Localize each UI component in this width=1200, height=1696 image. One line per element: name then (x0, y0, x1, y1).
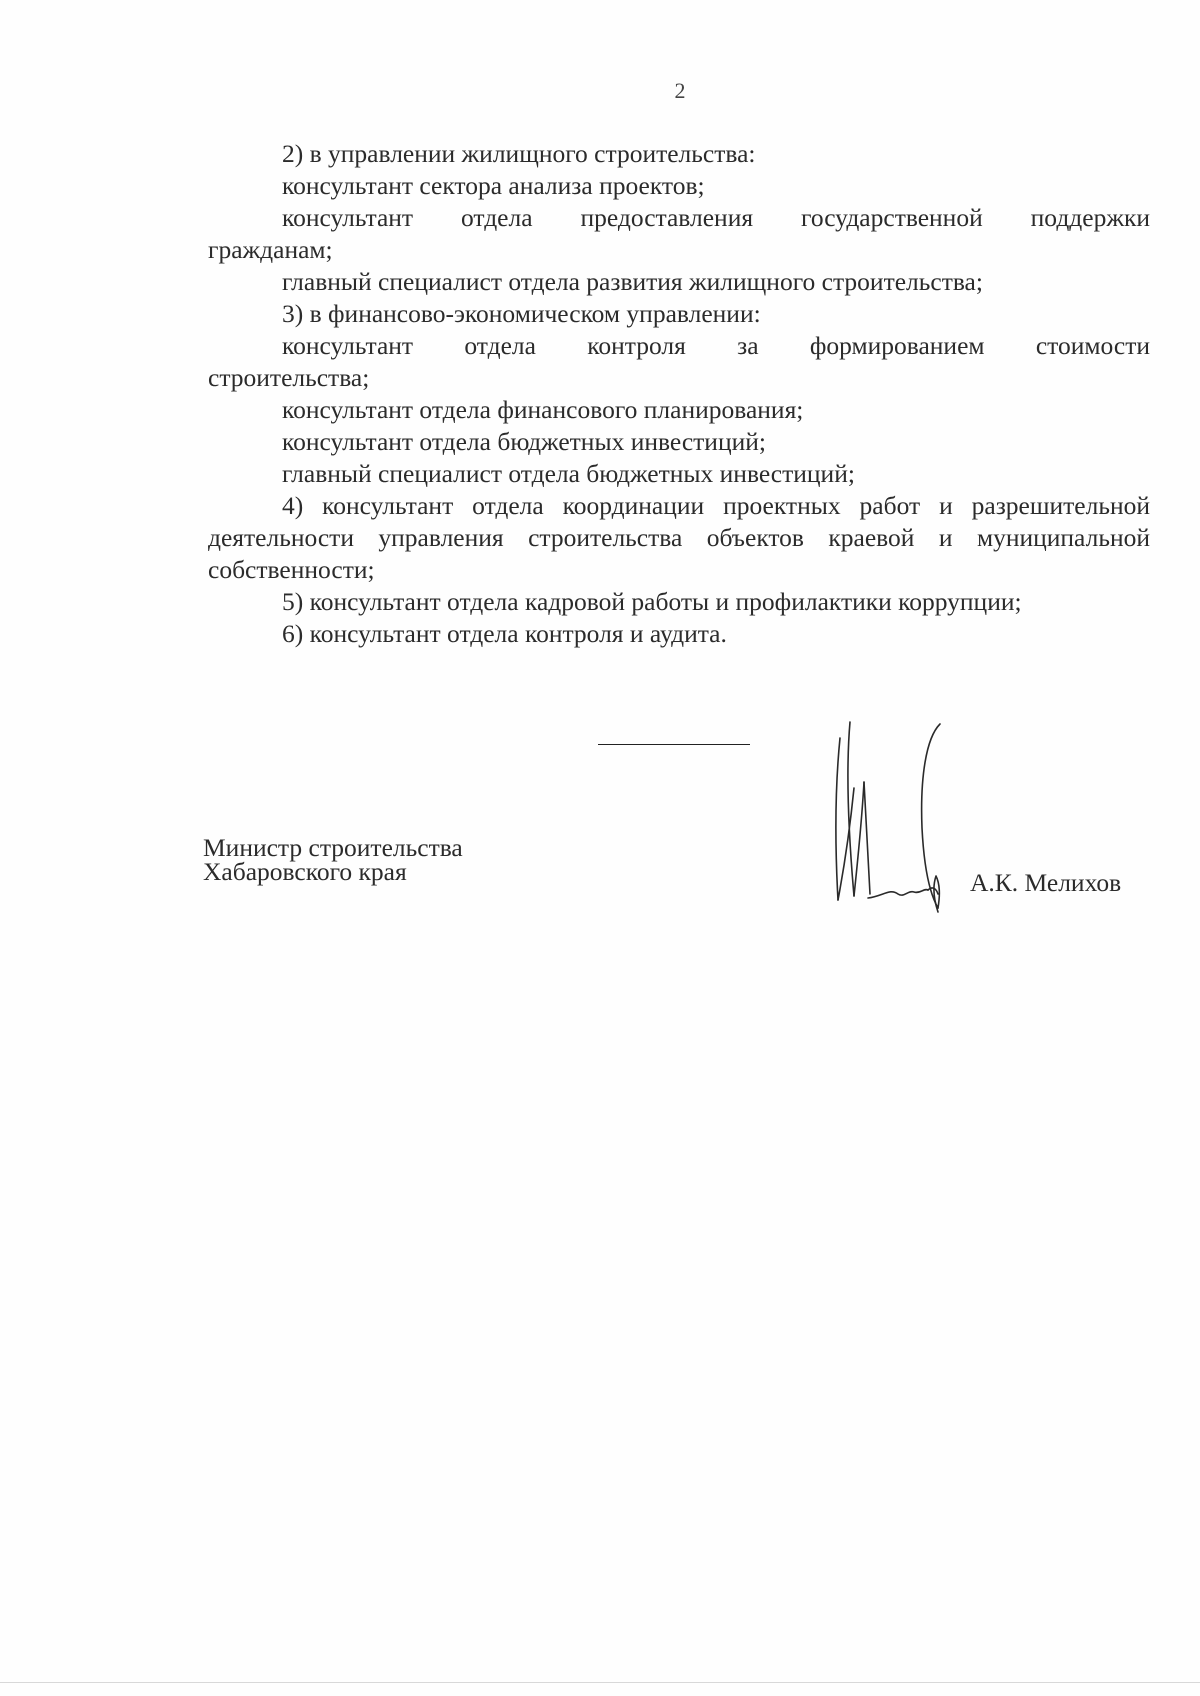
signatory-position-line: Хабаровского края (203, 857, 407, 886)
document-body (208, 138, 1150, 650)
list-item: 6) консультант отдела контроля и аудита. (282, 619, 727, 648)
list-item-continuation: строительства; (208, 363, 370, 392)
list-item: 4) консультант отдела координации проектных работ и разрешительной деятельности управления строительства объектов краевой и муниципальной собственности; (208, 491, 1150, 584)
signatory-name: А.К. Мелихов (970, 868, 1122, 897)
page-number: 2 (674, 78, 686, 103)
signatory-position (203, 833, 463, 886)
handwritten-signature-icon (828, 718, 978, 918)
list-item: 5) консультант отдела кадровой работы и профилактики коррупции; (282, 587, 1022, 616)
list-item: консультант отдела предоставления государственной поддержки (282, 203, 1150, 232)
scan-edge (0, 1682, 1200, 1683)
list-item-continuation: гражданам; (208, 235, 333, 264)
list-item: главный специалист отдела развития жилищного строительства; (282, 267, 983, 296)
end-of-text-separator (598, 744, 750, 745)
list-item: консультант сектора анализа проектов; (282, 171, 705, 200)
list-item: 2) в управлении жилищного строительства: (282, 139, 756, 168)
list-item: 3) в финансово-экономическом управлении: (282, 299, 761, 328)
signatory-position-line: Министр строительства (203, 833, 463, 862)
list-item: главный специалист отдела бюджетных инвестиций; (282, 459, 855, 488)
list-item: консультант отдела бюджетных инвестиций; (282, 427, 766, 456)
list-item: консультант отдела контроля за формированием стоимости (282, 331, 1150, 360)
list-item: консультант отдела финансового планирования; (282, 395, 804, 424)
